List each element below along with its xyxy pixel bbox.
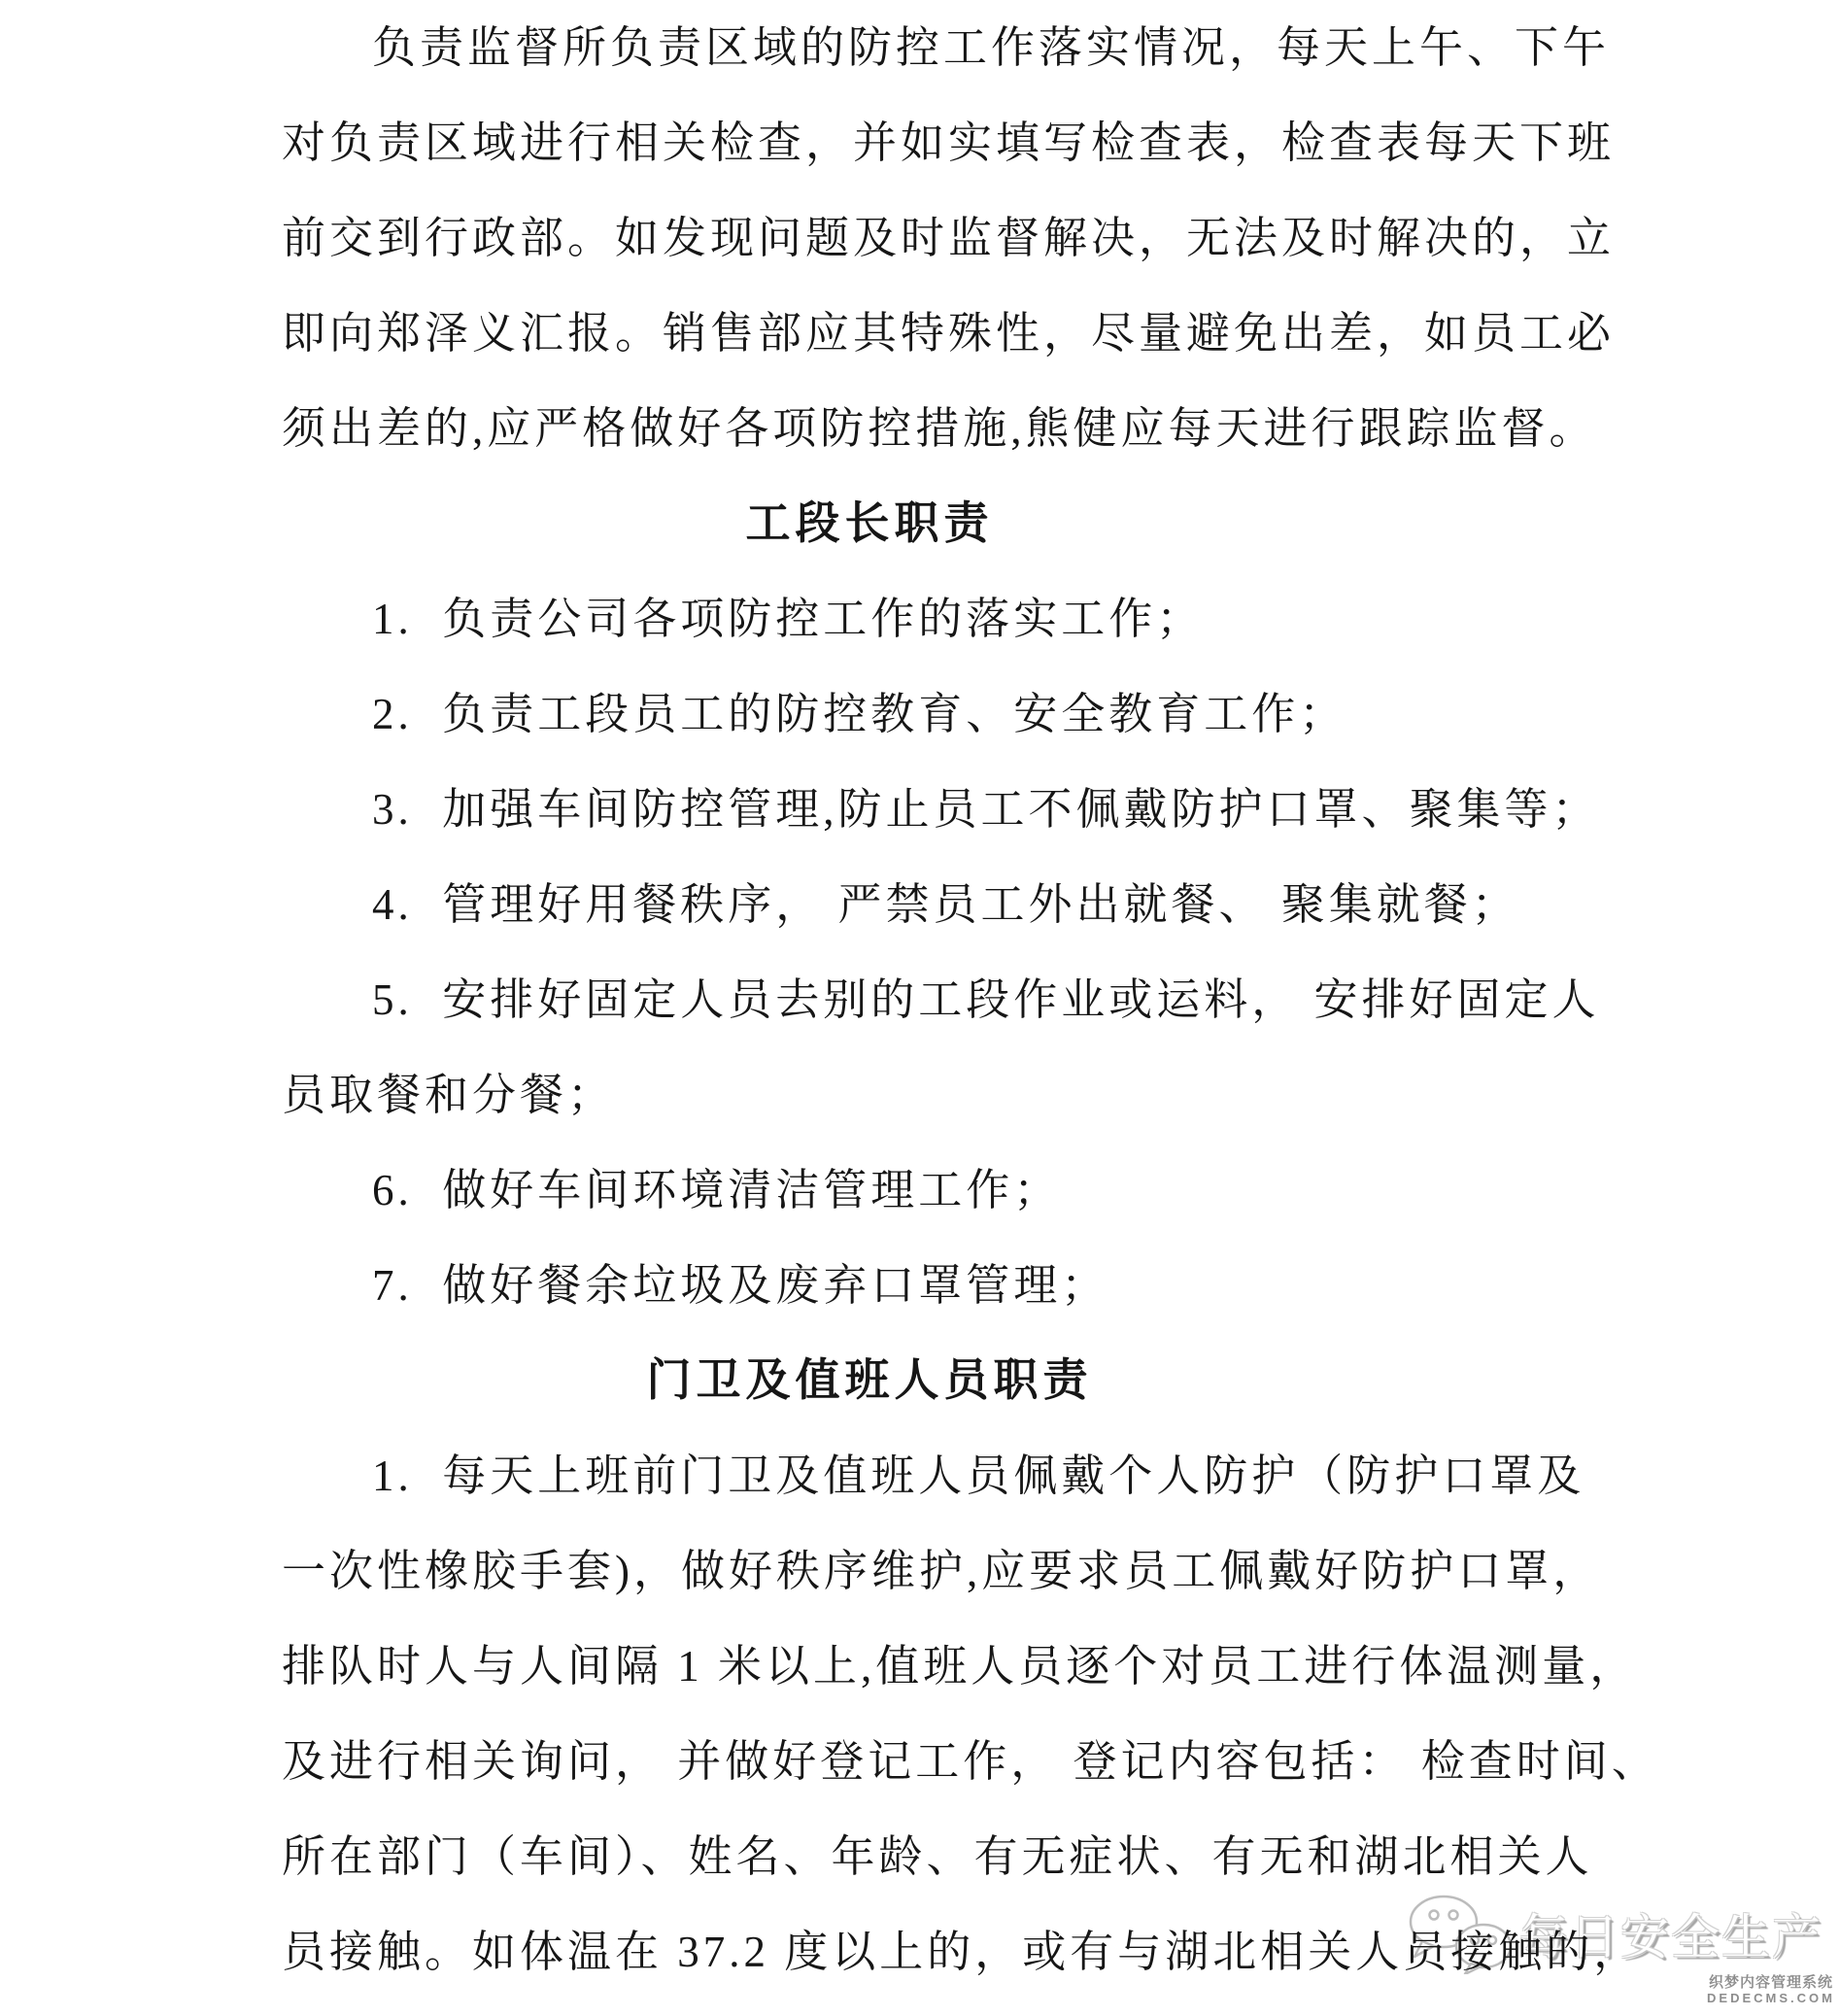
document-text-line: 所在部门（车间）、姓名、年龄、有无症状、有无和湖北相关人: [282, 1832, 1593, 1881]
document-text-line: 5. 安排好固定人员去别的工段作业或运料， 安排好固定人: [372, 975, 1600, 1024]
document-text-line: 即向郑泽义汇报。销售部应其特殊性，尽量避免出差，如员工必: [282, 309, 1616, 358]
document-text-line: 对负责区域进行相关检查，并如实填写检查表，检查表每天下班: [282, 119, 1616, 167]
document-text-line: 7. 做好餐余垃圾及废弃口罩管理；: [372, 1261, 1109, 1310]
section-heading: 工段长职责: [745, 498, 994, 548]
document-text-line: 及进行相关询问， 并做好登记工作， 登记内容包括： 检查时间、: [282, 1737, 1659, 1786]
wechat-watermark-label: 每日安全生产: [1519, 1910, 1823, 1965]
document-text-line: 一次性橡胶手套)，做好秩序维护,应要求员工佩戴好防护口罩，: [282, 1547, 1601, 1595]
document-text-line: 前交到行政部。如发现问题及时监督解决，无法及时解决的，立: [282, 214, 1616, 262]
document-text-line: 4. 管理好用餐秩序， 严禁员工外出就餐、 聚集就餐；: [372, 880, 1519, 929]
document-text-line: 3. 加强车间防控管理,防止员工不佩戴防护口罩、聚集等；: [372, 785, 1600, 834]
document-text-line: 排队时人与人间隔 1 米以上,值班人员逐个对员工进行体温测量，: [282, 1642, 1638, 1691]
dedecms-watermark-domain: DEDECMS.COM: [1707, 1990, 1835, 2005]
document-text-line: 2. 负责工段员工的防控教育、安全教育工作；: [372, 690, 1347, 738]
document-text-line: 负责监督所负责区域的防控工作落实情况，每天上午、下午: [372, 23, 1611, 72]
document-text-line: 1. 每天上班前门卫及值班人员佩戴个人防护（防护口罩及: [372, 1452, 1585, 1500]
dedecms-watermark-title: 织梦内容管理系统: [1709, 1974, 1834, 1991]
dedecms-watermark: [1707, 1975, 1835, 2005]
document-text-line: 员取餐和分餐；: [282, 1071, 616, 1119]
document-text-line: 1. 负责公司各项防控工作的落实工作；: [372, 595, 1205, 643]
section-heading: 门卫及值班人员职责: [646, 1355, 1093, 1405]
document-text-line: 须出差的,应严格做好各项防控措施,熊健应每天进行跟踪监督。: [282, 404, 1597, 453]
document-text-line: 6. 做好车间环境清洁管理工作；: [372, 1166, 1062, 1214]
document-text-line: 员接触。如体温在 37.2 度以上的，或有与湖北相关人员接触的，: [282, 1928, 1642, 1976]
document-body: [282, 0, 1659, 1999]
